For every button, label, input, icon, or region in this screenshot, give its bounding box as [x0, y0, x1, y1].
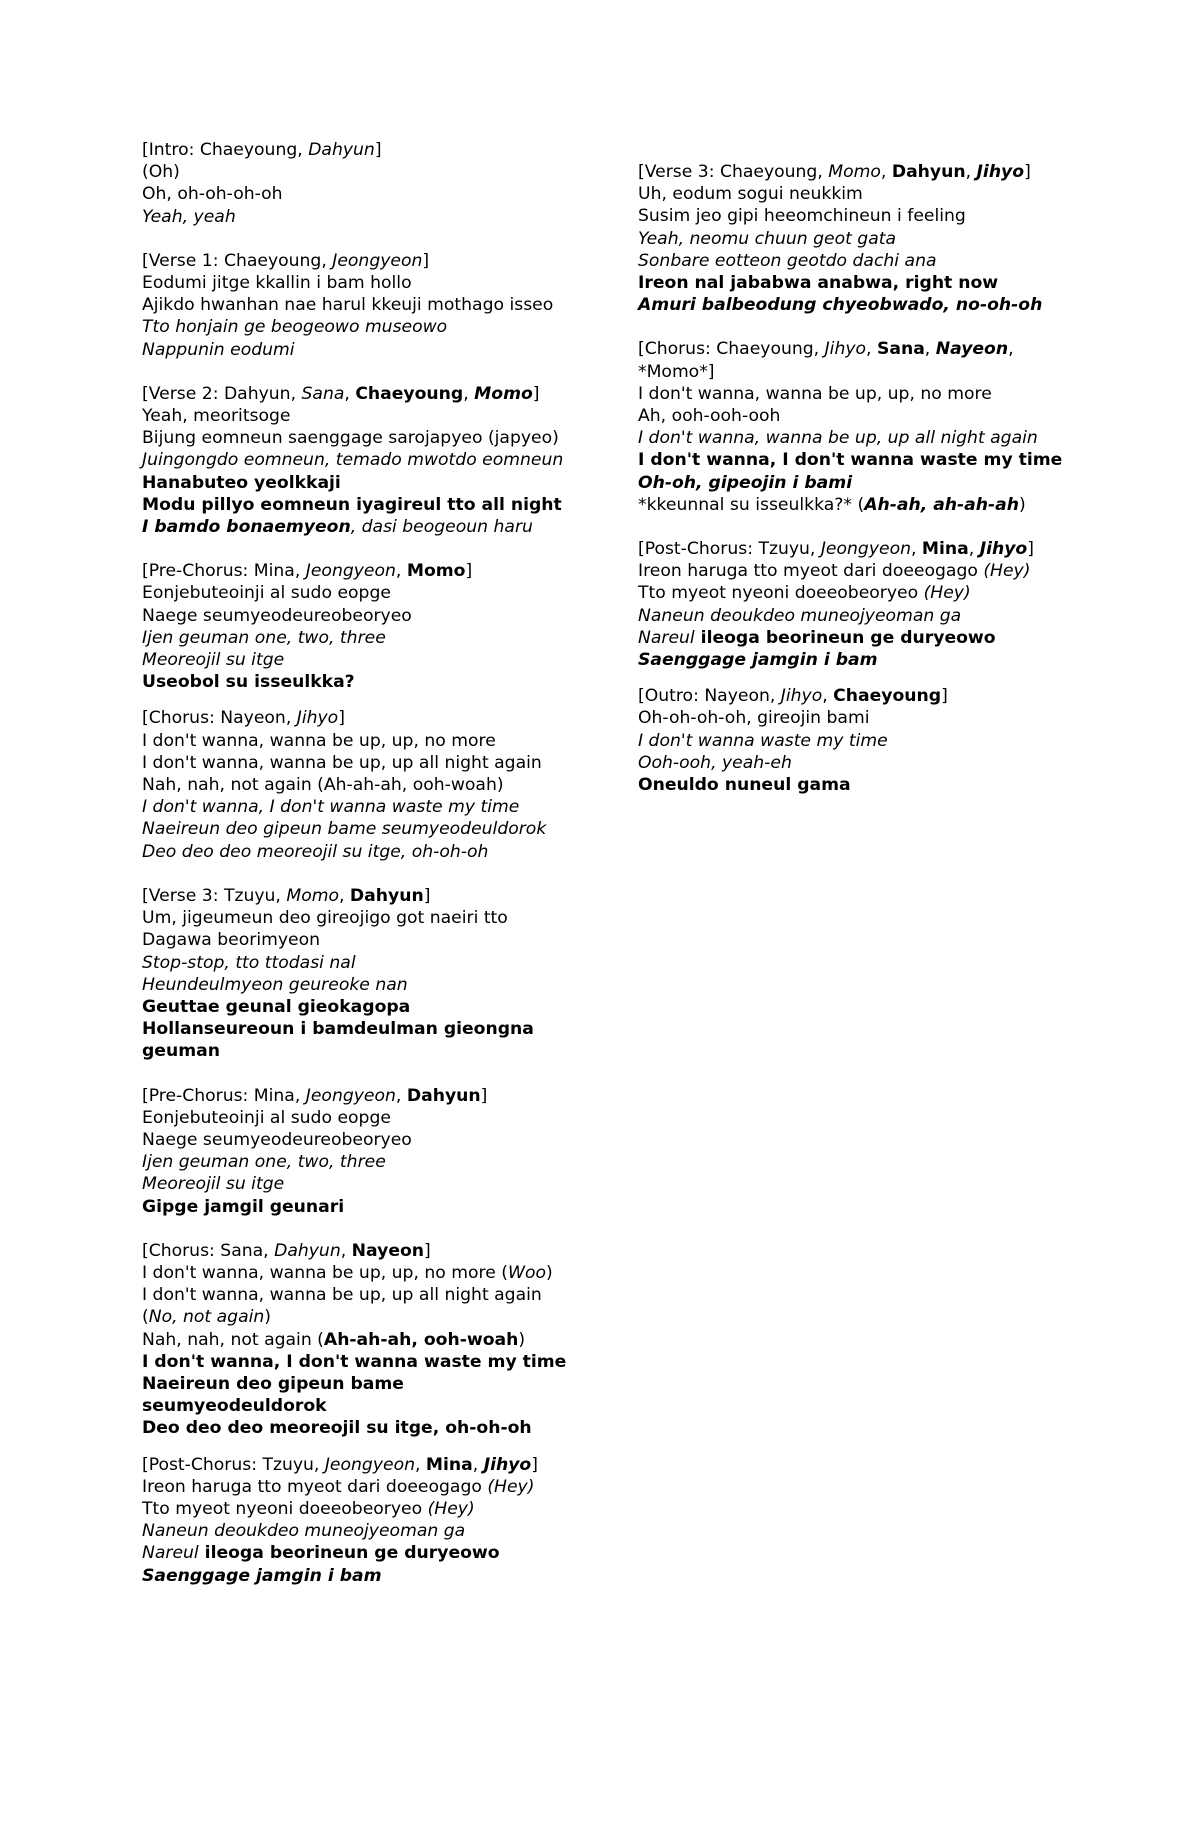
- lyric-text: ]: [941, 686, 948, 707]
- lyric-line: [142, 294, 582, 316]
- lyric-text: Naege seumyeodeureobeoryeo: [142, 1129, 412, 1150]
- lyric-line: [638, 183, 1078, 205]
- lyric-text: ]: [1027, 539, 1034, 560]
- lyric-text: Oneuldo nuneul gama: [638, 775, 851, 796]
- lyric-text: Ireon haruga tto myeot dari doeeogago: [142, 1476, 488, 1497]
- lyric-text: (Hey): [983, 561, 1031, 582]
- lyric-text: I don't wanna, wanna be up, up, no more: [638, 383, 992, 404]
- lyric-text: Jeongyeon: [820, 539, 911, 560]
- lyric-text: Yeah, meoritsoge: [142, 406, 291, 427]
- lyric-line: [638, 627, 1078, 649]
- lyric-text: Juingongdo eomneun, temado mwotdo eomneun: [142, 450, 564, 471]
- lyric-text: I don't wanna, wanna be up, up all night again (: [142, 1285, 542, 1328]
- lyric-text: Nah, nah, not again (Ah-ah-ah, ooh-woah): [142, 775, 504, 796]
- lyric-line: [142, 1129, 582, 1151]
- lyric-line: [142, 1351, 582, 1373]
- lyric-text: Dahyun: [891, 162, 966, 182]
- lyric-line: [638, 730, 1078, 752]
- lyric-text: [Chorus: Chaeyoung,: [638, 339, 825, 360]
- lyric-text: [Intro: Chaeyoung,: [142, 140, 309, 160]
- lyric-line: [142, 1284, 582, 1328]
- lyric-text: ,: [344, 383, 356, 404]
- lyric-line: [142, 272, 582, 294]
- lyric-section: [142, 250, 582, 361]
- lyric-text: Naneun deoukdeo muneojyeoman ga: [638, 605, 962, 626]
- lyric-section: [142, 383, 582, 538]
- lyric-text: Amuri balbeodung chyeobwado, no-oh-oh: [638, 295, 1043, 316]
- lyric-text: ,: [414, 1454, 426, 1475]
- lyric-text: Tto honjain ge beogeowo museowo: [142, 317, 448, 338]
- lyric-line: [142, 339, 582, 361]
- lyric-line: [142, 405, 582, 427]
- lyric-text: Oh-oh, gipeojin i bami: [638, 472, 853, 493]
- lyric-text: (Hey): [487, 1476, 535, 1497]
- lyric-text: Oh, oh-oh-oh-oh: [142, 184, 283, 205]
- lyrics-left-column: [142, 139, 582, 1609]
- lyric-line: [142, 929, 582, 951]
- lyric-text: Chaeyoung: [355, 383, 464, 404]
- lyric-text: ): [518, 1329, 526, 1350]
- lyric-text: Ijen geuman one, two, three: [142, 1152, 386, 1173]
- lyric-line: [142, 841, 582, 863]
- lyric-text: I don't wanna, I don't wanna waste my time: [638, 450, 1063, 471]
- lyric-text: ): [1018, 494, 1026, 515]
- lyric-text: Jeongyeon: [305, 561, 396, 582]
- lyric-text: [Pre-Chorus: Mina,: [142, 1085, 306, 1106]
- lyric-text: Sonbare eotteon geotdo dachi ana: [638, 250, 937, 271]
- lyric-text: ,: [910, 539, 922, 560]
- lyric-text: Eonjebuteoinji al sudo eopge: [142, 1107, 391, 1128]
- lyric-text: Ireon nal jababwa anabwa, right now: [638, 273, 999, 294]
- lyric-line: [142, 996, 582, 1018]
- lyric-text: ,: [965, 162, 977, 182]
- lyric-line: [142, 671, 582, 693]
- lyric-line: [142, 1373, 582, 1417]
- lyric-text: Geuttae geunal gieokagopa: [142, 996, 411, 1017]
- lyric-text: ,: [340, 1240, 352, 1261]
- lyric-text: I don't wanna, wanna be up, up, no more (: [142, 1262, 508, 1283]
- lyric-text: [Pre-Chorus: Mina,: [142, 561, 306, 582]
- lyric-text: I don't wanna waste my time: [638, 730, 888, 751]
- lyric-line: [638, 649, 1078, 671]
- lyric-text: Saenggage jamgin i bam: [142, 1565, 382, 1586]
- lyric-section: [638, 161, 1078, 316]
- lyric-text: Deo deo deo meoreojil su itge, oh-oh-oh: [142, 841, 489, 862]
- lyric-text: ,: [338, 885, 350, 906]
- lyric-text: ,: [463, 383, 475, 404]
- lyric-text: Dahyun: [308, 140, 375, 160]
- lyric-line: [142, 316, 582, 338]
- lyric-line: [142, 952, 582, 974]
- lyric-text: Ooh-ooh, yeah-eh: [638, 752, 792, 773]
- lyric-text: Momo: [474, 383, 533, 404]
- lyric-line: [638, 205, 1078, 227]
- lyric-text: Ah, ooh-ooh-ooh: [638, 406, 781, 427]
- lyric-line: [142, 427, 582, 449]
- lyric-line: [638, 405, 1078, 427]
- lyric-line: [142, 1107, 582, 1129]
- lyric-text: Nah, nah, not again (: [142, 1329, 324, 1350]
- lyric-text: Heundeulmyeon geureoke nan: [142, 974, 408, 995]
- lyric-text: ]: [423, 885, 431, 906]
- lyric-text: *kkeunnal su isseulkka?* (: [638, 494, 865, 515]
- lyric-text: Chaeyoung: [833, 686, 942, 707]
- lyric-line: [638, 272, 1078, 294]
- lyric-line: [142, 605, 582, 627]
- lyric-text: [Chorus: Sana,: [142, 1240, 275, 1261]
- lyric-line: [142, 1417, 582, 1439]
- lyric-text: [Outro: Nayeon,: [638, 686, 781, 707]
- lyric-text: ): [264, 1307, 271, 1328]
- lyric-text: Dahyun: [274, 1240, 341, 1261]
- lyric-text: , dasi beogeoun haru: [350, 517, 533, 538]
- lyric-text: Jeongyeon: [324, 1454, 415, 1475]
- lyric-text: Bijung eomneun saenggage sarojapyeo (japyeo): [142, 428, 559, 449]
- lyric-line: [142, 449, 582, 471]
- lyric-text: ,: [924, 339, 936, 360]
- lyric-text: Nareul: [638, 627, 695, 648]
- lyric-line: [638, 707, 1078, 729]
- lyric-text: Gipge jamgil geunari: [142, 1196, 345, 1217]
- lyric-text: [Verse 3: Tzuyu,: [142, 885, 287, 906]
- lyric-text: (Hey): [923, 583, 971, 604]
- lyric-text: Jeongyeon: [305, 1085, 396, 1106]
- lyric-section: [638, 338, 1078, 516]
- lyric-text: ]: [465, 561, 473, 582]
- section-header: [142, 560, 582, 582]
- lyric-text: Yeah, neomu chuun geot gata: [638, 228, 897, 249]
- section-header: [142, 885, 582, 907]
- lyric-text: ,: [866, 339, 877, 360]
- lyric-text: ,: [472, 1454, 484, 1475]
- lyric-text: Jihyo: [483, 1454, 532, 1475]
- lyric-text: Sana: [876, 339, 925, 360]
- lyric-text: Nayeon: [351, 1240, 425, 1261]
- lyric-text: ileoga beorineun ge duryeowo: [198, 1543, 500, 1564]
- lyric-text: I don't wanna, wanna be up, up all night again: [638, 428, 1038, 449]
- lyric-line: [638, 294, 1078, 316]
- lyric-line: [142, 1196, 582, 1218]
- lyric-text: ]: [424, 1240, 431, 1261]
- section-header: [142, 250, 582, 272]
- lyric-line: [638, 228, 1078, 250]
- lyric-text: Dagawa beorimyeon: [142, 930, 321, 951]
- section-header: [142, 707, 582, 729]
- lyric-text: Eodumi jitge kkallin i bam hollo: [142, 273, 412, 294]
- lyric-section: [638, 685, 1078, 796]
- lyric-line: [142, 1520, 582, 1542]
- section-header: [142, 139, 582, 161]
- lyric-text: Dahyun: [406, 1085, 481, 1106]
- lyric-section: [142, 1240, 582, 1440]
- section-header: [142, 1454, 582, 1476]
- lyric-text: Momo: [406, 561, 466, 582]
- lyric-text: I don't wanna, wanna be up, up, no more: [142, 730, 496, 751]
- lyric-text: Naege seumyeodeureobeoryeo: [142, 605, 412, 626]
- lyric-text: Nappunin eodumi: [142, 339, 295, 360]
- lyric-text: Meoreojil su itge: [142, 1174, 285, 1195]
- lyric-text: ,: [880, 162, 892, 182]
- lyric-line: [142, 627, 582, 649]
- lyric-text: I don't wanna, wanna be up, up all night again: [142, 752, 542, 773]
- lyric-text: Eonjebuteoinji al sudo eopge: [142, 583, 391, 604]
- lyric-text: Tto myeot nyeoni doeeobeoryeo: [638, 583, 924, 604]
- lyric-line: [142, 1329, 582, 1351]
- lyric-text: Jihyo: [824, 339, 867, 360]
- lyric-text: Saenggage jamgin i bam: [638, 650, 878, 671]
- lyric-text: ]: [422, 250, 430, 271]
- section-header: [638, 685, 1078, 707]
- lyric-section: [142, 560, 582, 693]
- lyric-line: [638, 582, 1078, 604]
- lyric-text: Woo: [507, 1262, 546, 1283]
- lyric-line: [638, 494, 1078, 516]
- lyric-line: [142, 582, 582, 604]
- lyric-text: Deo deo deo meoreojil su itge, oh-oh-oh: [142, 1418, 532, 1439]
- lyric-line: [142, 774, 582, 796]
- lyric-text: Yeah, yeah: [142, 206, 236, 227]
- lyric-line: [638, 449, 1078, 471]
- lyric-text: Momo: [286, 885, 339, 906]
- lyric-text: Nayeon: [935, 339, 1009, 360]
- lyric-text: Momo: [828, 162, 881, 182]
- lyric-text: ]: [531, 1454, 538, 1475]
- lyric-text: [Post-Chorus: Tzuyu,: [638, 539, 821, 560]
- lyric-text: ): [546, 1262, 553, 1283]
- lyric-line: [142, 494, 582, 516]
- lyric-text: ]: [1024, 162, 1031, 182]
- lyric-text: I don't wanna, I don't wanna waste my time: [142, 797, 520, 818]
- lyric-line: [142, 907, 582, 929]
- lyric-section: [142, 707, 582, 862]
- section-header: [142, 1085, 582, 1107]
- lyric-text: Jihyo: [780, 686, 823, 707]
- section-header: [638, 338, 1078, 382]
- lyric-line: [142, 796, 582, 818]
- lyric-line: [142, 183, 582, 205]
- lyric-text: Tto myeot nyeoni doeeobeoryeo: [142, 1498, 428, 1519]
- lyric-line: [638, 560, 1078, 582]
- section-header: [142, 1240, 582, 1262]
- lyric-text: ,: [822, 686, 834, 707]
- lyric-text: Sana: [301, 383, 345, 404]
- lyric-text: ,: [395, 1085, 407, 1106]
- section-header: [638, 161, 1078, 183]
- lyric-line: [142, 1173, 582, 1195]
- lyric-line: [638, 605, 1078, 627]
- lyric-text: Jeongyeon: [332, 250, 423, 271]
- lyric-section: [142, 885, 582, 1063]
- lyric-text: Um, jigeumeun deo gireojigo got naeiri tto: [142, 908, 508, 929]
- lyric-text: ]: [338, 708, 345, 729]
- lyric-line: [142, 472, 582, 494]
- lyric-text: Ajikdo hwanhan nae harul kkeuji mothago isseo: [142, 295, 554, 316]
- lyric-line: [142, 752, 582, 774]
- lyric-text: [Verse 2: Dahyun,: [142, 383, 302, 404]
- lyric-text: Hanabuteo yeolkkaji: [142, 472, 341, 493]
- lyric-line: [142, 1018, 582, 1062]
- lyric-line: [638, 427, 1078, 449]
- lyric-text: I don't wanna, I don't wanna waste my time: [142, 1351, 567, 1372]
- lyrics-right-column: [638, 161, 1078, 818]
- lyric-text: Ah-ah, ah-ah-ah: [864, 494, 1019, 515]
- lyric-line: [142, 730, 582, 752]
- lyric-line: [142, 516, 582, 538]
- lyric-line: [142, 1565, 582, 1587]
- lyric-text: Naeireun deo gipeun bame seumyeodeuldorok: [142, 1373, 404, 1417]
- lyric-line: [638, 752, 1078, 774]
- lyric-text: Stop-stop, tto ttodasi nal: [142, 952, 356, 973]
- lyric-section: [142, 1085, 582, 1218]
- lyric-text: Hollanseureoun i bamdeulman gieongna geuman: [142, 1019, 534, 1062]
- lyric-line: [142, 161, 582, 183]
- lyric-text: [Chorus: Nayeon,: [142, 708, 297, 729]
- lyric-text: Oh-oh-oh-oh, gireojin bami: [638, 708, 870, 729]
- lyric-text: I bamdo bonaemyeon: [142, 517, 351, 538]
- lyric-text: ]: [532, 383, 540, 404]
- lyric-line: [142, 649, 582, 671]
- lyric-text: Ijen geuman one, two, three: [142, 627, 386, 648]
- lyric-text: [Verse 1: Chaeyoung,: [142, 250, 333, 271]
- lyric-text: Naeireun deo gipeun bame seumyeodeuldorok: [142, 819, 547, 840]
- lyric-text: Jihyo: [979, 539, 1028, 560]
- lyric-line: [142, 206, 582, 228]
- lyric-text: Ireon haruga tto myeot dari doeeogago: [638, 561, 984, 582]
- lyric-line: [142, 1542, 582, 1564]
- lyric-text: Mina: [425, 1454, 473, 1475]
- lyric-text: Useobol su isseulkka?: [142, 672, 355, 693]
- lyric-text: [Post-Chorus: Tzuyu,: [142, 1454, 325, 1475]
- lyric-text: Nareul: [142, 1543, 199, 1564]
- lyric-text: Naneun deoukdeo muneojyeoman ga: [142, 1521, 466, 1542]
- section-header: [142, 383, 582, 405]
- lyric-text: ]: [480, 1085, 488, 1106]
- lyric-section: [142, 139, 582, 228]
- lyric-text: Dahyun: [349, 885, 424, 906]
- lyric-line: [142, 1498, 582, 1520]
- lyric-line: [638, 472, 1078, 494]
- lyric-text: , *Momo*]: [638, 339, 1014, 382]
- lyric-text: (Hey): [427, 1498, 475, 1519]
- lyric-section: [638, 538, 1078, 671]
- lyric-line: [142, 1151, 582, 1173]
- lyric-text: Mina: [921, 539, 969, 560]
- lyric-line: [142, 974, 582, 996]
- lyric-line: [142, 818, 582, 840]
- lyric-text: ileoga beorineun ge duryeowo: [694, 627, 996, 648]
- lyric-text: Ah-ah-ah, ooh-woah: [323, 1329, 519, 1350]
- section-header: [638, 538, 1078, 560]
- lyric-text: ,: [968, 539, 980, 560]
- lyric-text: Susim jeo gipi heeomchineun i feeling: [638, 206, 966, 227]
- lyric-text: Uh, eodum sogui neukkim: [638, 184, 863, 205]
- lyric-text: [Verse 3: Chaeyoung,: [638, 162, 829, 182]
- lyric-line: [638, 250, 1078, 272]
- lyric-text: Jihyo: [976, 162, 1025, 182]
- lyric-text: ,: [395, 561, 407, 582]
- lyric-line: [142, 1476, 582, 1498]
- lyric-text: Jihyo: [296, 708, 339, 729]
- lyric-line: [142, 1262, 582, 1284]
- lyric-text: (Oh): [142, 162, 180, 183]
- lyric-text: Meoreojil su itge: [142, 650, 285, 671]
- lyric-text: Modu pillyo eomneun iyagireul tto all night: [142, 494, 562, 515]
- lyric-text: ]: [374, 140, 382, 160]
- lyric-section: [142, 1454, 582, 1587]
- lyric-line: [638, 383, 1078, 405]
- lyric-line: [638, 774, 1078, 796]
- lyric-text: No, not again: [148, 1307, 265, 1328]
